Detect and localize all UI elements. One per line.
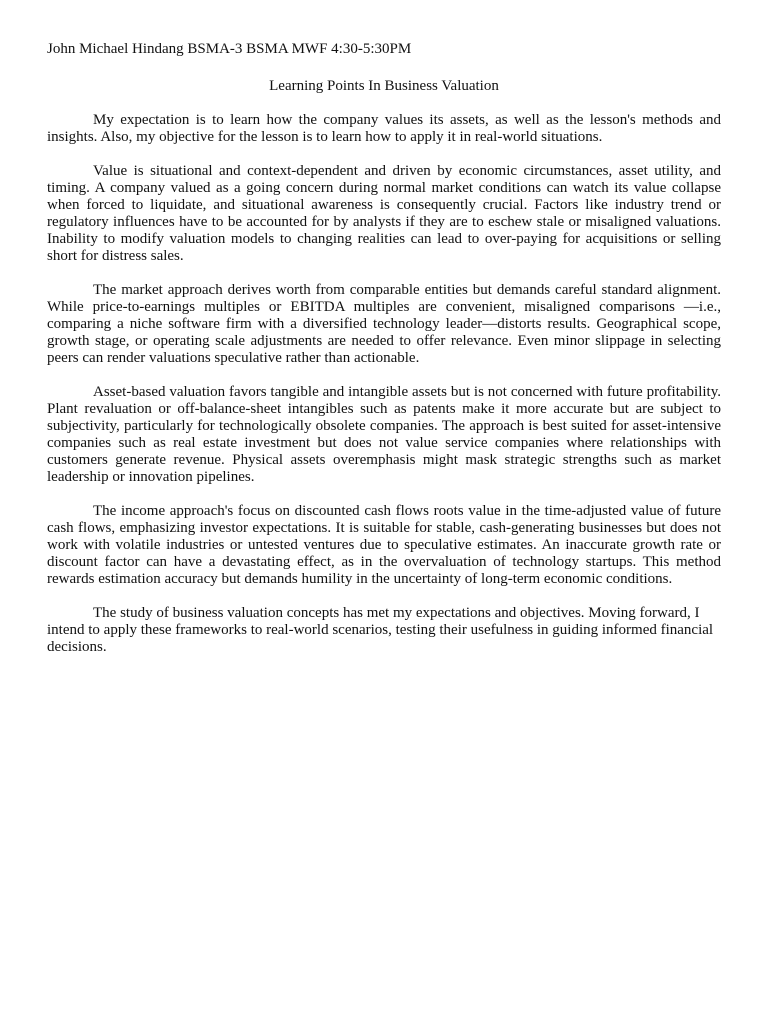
document-title: Learning Points In Business Valuation <box>269 78 499 94</box>
paragraph-value-situational: Value is situational and context-dependent and driven by economic circumstances, asset utility, and timing. A company valued as a going concern during normal market conditions can watch its value collapse when forced to liquidate, and situational awareness is consequently crucial. Factors like industry trend or regulatory influences have to be accounted for by analysts if they are to eschew stale or misaligned valuations. Inability to modify valuation models to changing realities can lead to over-paying for acquisitions or selling short for distress sales. <box>47 163 721 264</box>
paragraph-conclusion: The study of business valuation concepts has met my expectations and objectives. Moving forward, I intend to apply these frameworks to real-world scenarios, testing their usefulness in guiding informed financial decisions. <box>47 605 714 655</box>
paragraph-expectation: My expectation is to learn how the company values its assets, as well as the lesson's methods and insights. Also, my objective for the lesson is to learn how to apply it in real-world situations. <box>47 112 721 145</box>
paragraph-market-approach: The market approach derives worth from comparable entities but demands careful standard alignment. While price-to-earnings multiples or EBITDA multiples are convenient, misaligned comparisons —i.e., comparing a niche software firm with a diversified technology leader—distorts results. Geographical scope, growth stage, or operating scale adjustments are needed to offer relevance. Even minor slippage in selecting peers can render valuations speculative rather than actionable. <box>47 282 721 366</box>
paragraph-income-approach: The income approach's focus on discounted cash flows roots value in the time-adjusted value of future cash flows, emphasizing investor expectations. It is suitable for stable, cash-generating businesses but does not work with volatile industries or untested ventures due to speculative estimates. An inaccurate growth rate or discount factor can have a devastating effect, as in the overvaluation of technology startups. This method rewards estimation accuracy but demands humility in the uncertainty of long-term economic conditions. <box>47 503 721 587</box>
paragraph-asset-based: Asset-based valuation favors tangible and intangible assets but is not concerned with future profitability. Plant revaluation or off-balance-sheet intangibles such as patents make it more accurate but are subject to subjectivity, particularly for technologically obsolete companies. The approach is best suited for asset-intensive companies such as real estate investment but does not value service companies where relationships with customers generate revenue. Physical assets overemphasis might mask strategic strengths such as market leadership or innovation pipelines. <box>47 384 721 485</box>
document-page <box>47 41 721 656</box>
document-header: John Michael Hindang BSMA-3 BSMA MWF 4:30-5:30PM <box>47 41 412 57</box>
